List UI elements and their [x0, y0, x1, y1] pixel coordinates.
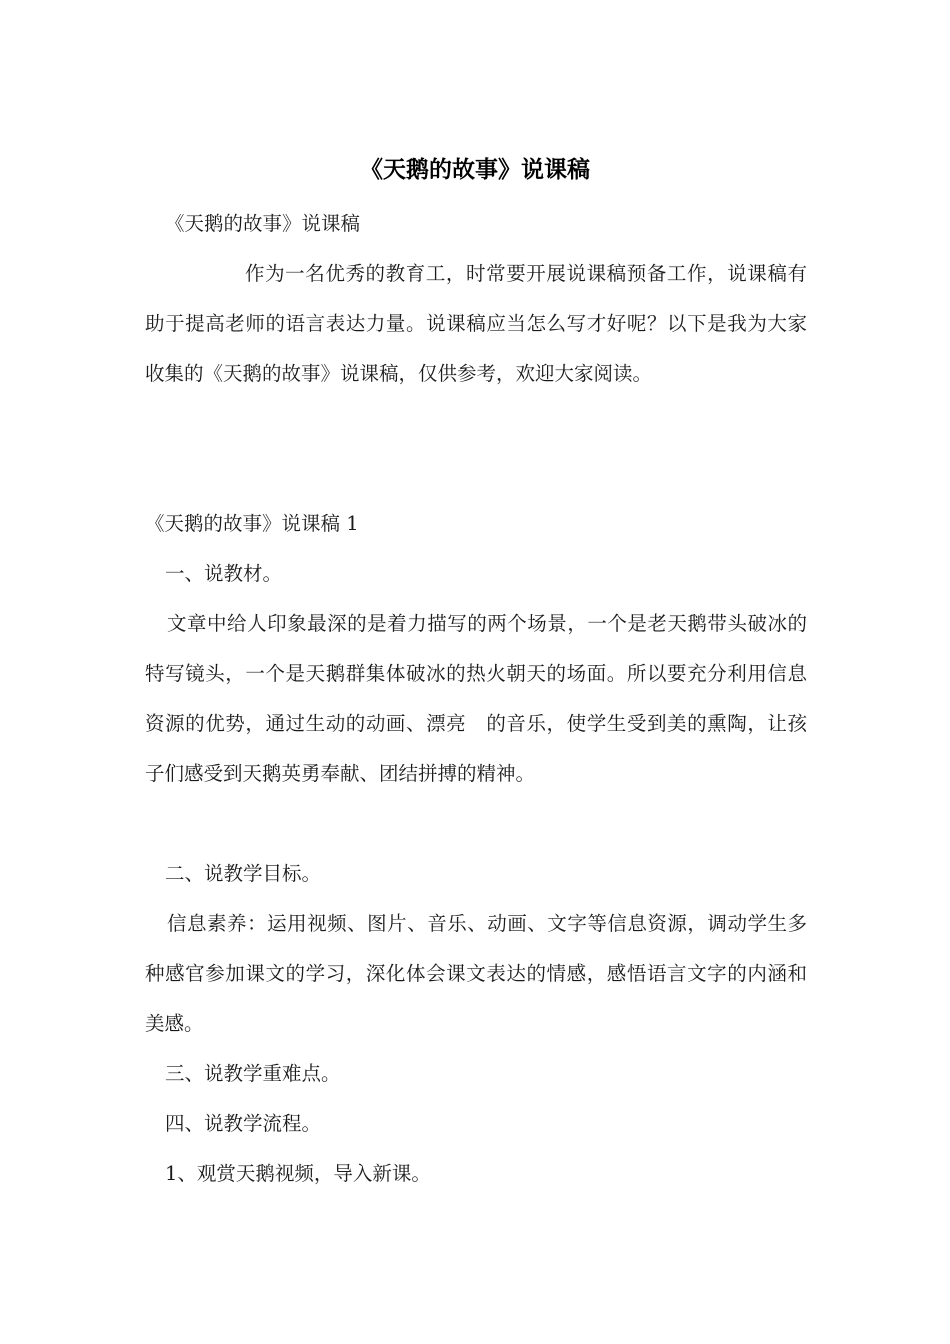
document-title: 《天鹅的故事》说课稿 — [360, 157, 590, 183]
paragraph-textbook: 文章中给人印象最深的是着力描写的两个场景，一个是老天鹅带头破冰的特写镜头，一个是天鹅群集体破冰的热火朝天的场面。所以要充分利用信息资源的优势，通过生动的动画、漂亮 的音乐，使学生受到美的熏陶，让孩子们感受到天鹅英勇奉献、团结拼搏的精神。 — [145, 612, 807, 785]
paragraph-objectives: 信息素养：运用视频、图片、音乐、动画、文字等信息资源，调动学生多种感官参加课文的学习，深化体会课文表达的情感，感悟语言文字的内涵和美感。 — [145, 912, 807, 1035]
list-item-1: 1、观赏天鹅视频，导入新课。 — [165, 1162, 431, 1185]
heading-objectives: 二、说教学目标。 — [165, 862, 322, 885]
heading-key-points: 三、说教学重难点。 — [165, 1062, 341, 1085]
intro-paragraph: 作为一名优秀的教育工，时常要开展说课稿预备工作，说课稿有助于提高老师的语言表达力量。说课稿应当怎么写才好呢？以下是我为大家收集的《天鹅的故事》说课稿，仅供参考，欢迎大家阅读。 — [145, 262, 807, 385]
heading-process: 四、说教学流程。 — [165, 1112, 322, 1135]
heading-textbook: 一、说教材。 — [165, 562, 283, 585]
document-subtitle: 《天鹅的故事》说课稿 — [165, 212, 361, 235]
section-title: 《天鹅的故事》说课稿 1 — [145, 512, 359, 535]
